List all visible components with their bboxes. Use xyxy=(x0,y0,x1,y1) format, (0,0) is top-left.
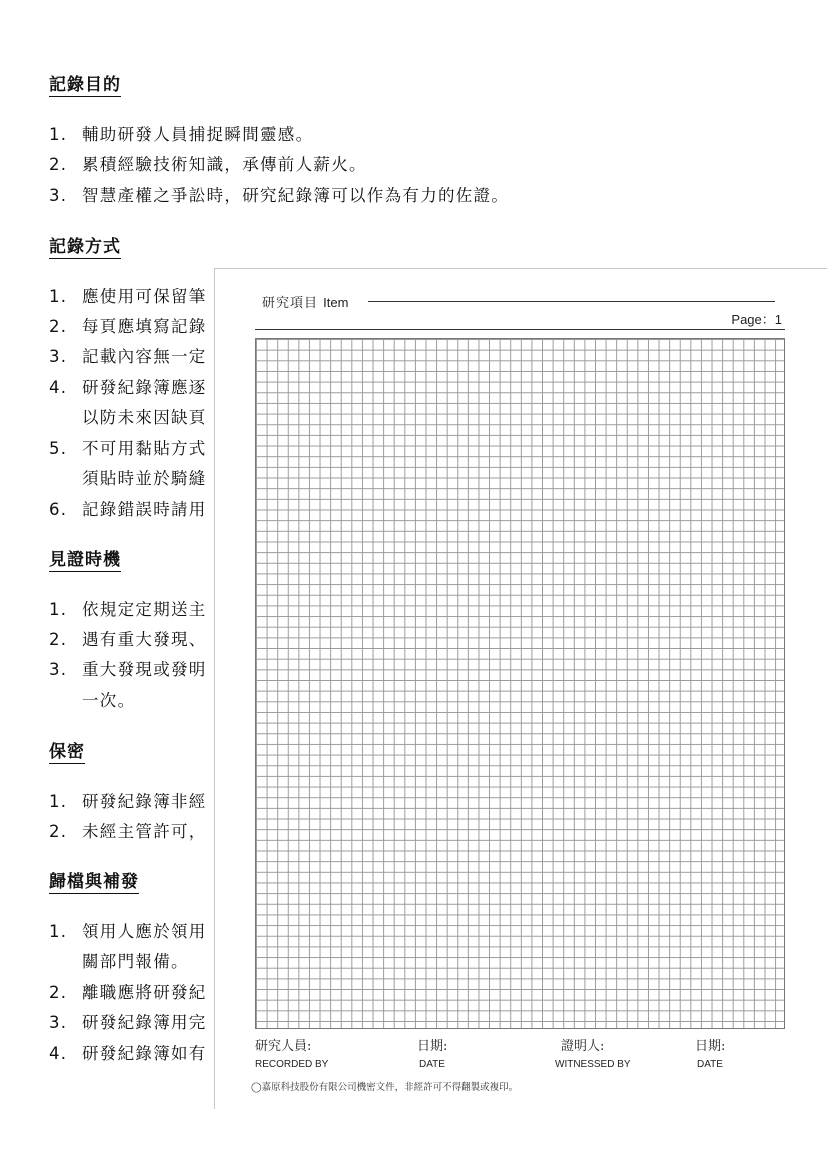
section-title-purpose: 記錄目的 xyxy=(49,75,121,95)
list-item: 3. 記載內容無一定 xyxy=(49,347,207,366)
list-item: 5. 不可用黏貼方式 xyxy=(49,439,207,458)
list-item-continuation: 以防未來因缺頁 xyxy=(82,408,207,427)
header-divider xyxy=(255,329,785,330)
section-title-archive: 歸檔與補發 xyxy=(49,872,139,892)
list-item-continuation: 須貼時並於騎縫 xyxy=(82,469,207,488)
list-item: 2. 未經主管許可， xyxy=(49,822,207,841)
list-item: 2. 累積經驗技術知識，承傳前人薪火。 xyxy=(49,155,367,174)
recorded-by-label-en: RECORDED BY xyxy=(255,1059,329,1070)
date-label-en: DATE xyxy=(419,1059,445,1070)
section-title-confidential: 保密 xyxy=(49,742,85,762)
list-item: 2. 遇有重大發現、 xyxy=(49,630,207,649)
witness-date-label: 日期: xyxy=(695,1039,726,1054)
list-item: 2. 離職應將研發紀 xyxy=(49,983,207,1002)
research-item-line xyxy=(368,301,775,302)
list-item: 4. 研發紀錄簿如有 xyxy=(49,1044,207,1063)
graph-paper-grid xyxy=(255,338,785,1029)
section-title-witness: 見證時機 xyxy=(49,550,121,570)
list-item: 6. 記錄錯誤時請用 xyxy=(49,500,207,519)
list-item: 1. 依規定定期送主 xyxy=(49,600,207,619)
list-item: 1. 領用人應於領用 xyxy=(49,922,207,941)
list-item-continuation: 一次。 xyxy=(82,691,136,710)
witnessed-by-label-en: WITNESSED BY xyxy=(555,1059,631,1070)
list-item: 2. 每頁應填寫記錄 xyxy=(49,317,207,336)
witnessed-by-label: 證明人: xyxy=(561,1039,605,1054)
list-item: 3. 研發紀錄簿用完 xyxy=(49,1013,207,1032)
page-number: Page：1 xyxy=(731,312,782,327)
research-item-label: 研究項目 Item xyxy=(262,295,349,311)
list-item: 1. 應使用可保留筆 xyxy=(49,287,207,306)
list-item: 1. 研發紀錄簿非經 xyxy=(49,792,207,811)
confidential-footnote: ◯嘉原科技股份有限公司機密文件，非經許可不得翻製或複印。 xyxy=(251,1082,519,1093)
notebook-page xyxy=(214,268,827,1109)
witness-date-label-en: DATE xyxy=(697,1059,723,1070)
list-item: 3. 智慧產權之爭訟時，研究紀錄簿可以作為有力的佐證。 xyxy=(49,186,510,205)
list-item: 3. 重大發現或發明 xyxy=(49,660,207,679)
section-title-method: 記錄方式 xyxy=(49,237,121,257)
recorded-by-label: 研究人員: xyxy=(255,1039,312,1054)
list-item: 4. 研發紀錄簿應逐 xyxy=(49,378,207,397)
list-item: 1. 輔助研發人員捕捉瞬間靈感。 xyxy=(49,125,314,144)
date-label: 日期: xyxy=(417,1039,448,1054)
list-item-continuation: 關部門報備。 xyxy=(82,952,189,971)
